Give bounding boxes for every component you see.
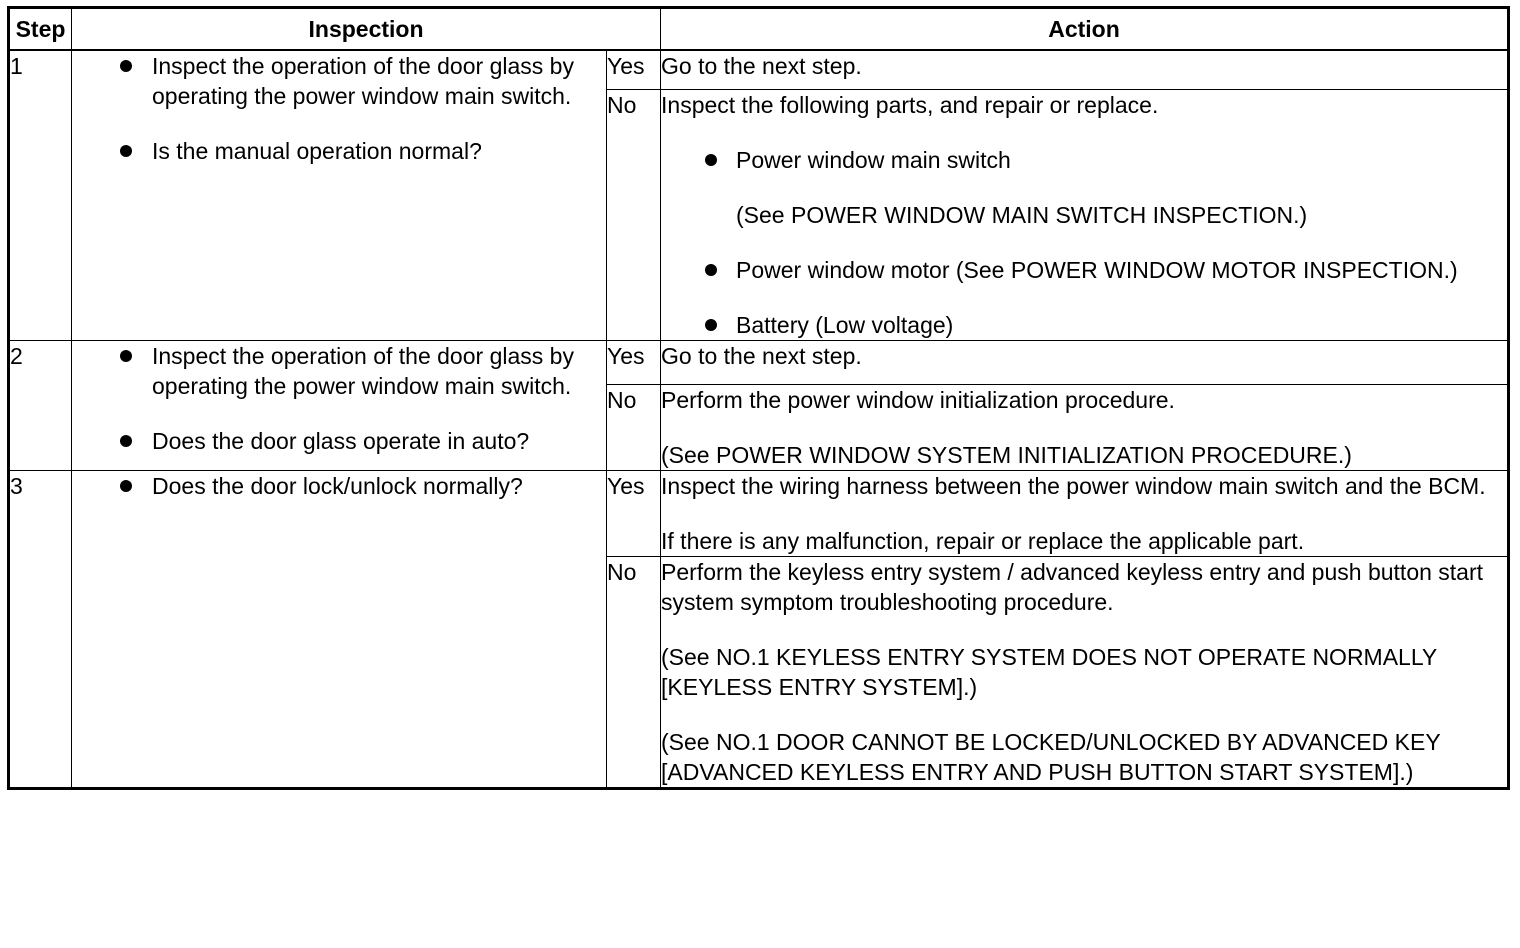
inspection-item: Does the door glass operate in auto?	[72, 426, 606, 456]
step-3-yes-row	[9, 471, 1509, 557]
step-number: 3	[9, 471, 72, 789]
bullet-icon	[705, 154, 717, 166]
no-label: No	[607, 385, 661, 471]
bullet-icon	[120, 60, 132, 72]
action-text: Inspect the following parts, and repair or replace.	[661, 92, 1159, 118]
yes-label: Yes	[607, 341, 661, 385]
inspection-item: Does the door lock/unlock normally?	[72, 471, 606, 501]
bullet-icon	[705, 264, 717, 276]
reference-text: (See NO.1 DOOR CANNOT BE LOCKED/UNLOCKED BY ADVANCED KEY [ADVANCED KEYLESS ENTRY AND PUSH BUTTON START SYSTEM].)	[661, 729, 1441, 785]
bullet-icon	[120, 350, 132, 362]
no-label: No	[607, 90, 661, 341]
step-2-inspection	[72, 341, 607, 471]
action-item: Power window motor (See POWER WINDOW MOTOR INSPECTION.)	[661, 255, 1508, 285]
step-3-inspection	[72, 471, 607, 789]
yes-action: Go to the next step.	[661, 341, 1509, 385]
step-number: 1	[9, 50, 72, 341]
inspection-item: Inspect the operation of the door glass by operating the power window main switch.	[72, 341, 606, 401]
yes-label: Yes	[607, 471, 661, 557]
inspection-header: Inspection	[72, 8, 661, 51]
yes-label: Yes	[607, 50, 661, 90]
step-2-yes-row	[9, 341, 1509, 385]
step-1-inspection	[72, 50, 607, 341]
action-text: Inspect the wiring harness between the power window main switch and the BCM.	[661, 473, 1486, 499]
bullet-icon	[120, 480, 132, 492]
bullet-icon	[120, 145, 132, 157]
troubleshooting-table	[7, 6, 1510, 790]
action-text: If there is any malfunction, repair or replace the applicable part.	[661, 528, 1305, 554]
no-action	[661, 90, 1509, 341]
action-header: Action	[661, 8, 1509, 51]
step-header: Step	[9, 8, 72, 51]
no-label: No	[607, 557, 661, 789]
action-item: Power window main switch	[661, 145, 1508, 175]
action-item: Battery (Low voltage)	[661, 310, 1508, 340]
bullet-icon	[120, 435, 132, 447]
header-row	[9, 8, 1509, 51]
bullet-icon	[705, 319, 717, 331]
inspection-item: Is the manual operation normal?	[72, 136, 606, 166]
action-text: Perform the power window initialization procedure.	[661, 387, 1175, 413]
yes-action	[661, 471, 1509, 557]
yes-action: Go to the next step.	[661, 50, 1509, 90]
no-action	[661, 557, 1509, 789]
step-1-yes-row	[9, 50, 1509, 90]
reference-text: (See POWER WINDOW SYSTEM INITIALIZATION PROCEDURE.)	[661, 442, 1352, 468]
step-number: 2	[9, 341, 72, 471]
reference-text: (See POWER WINDOW MAIN SWITCH INSPECTION.)	[736, 202, 1308, 228]
action-text: Perform the keyless entry system / advanced keyless entry and push button start system symptom troubleshooting procedure.	[661, 559, 1484, 615]
no-action	[661, 385, 1509, 471]
reference-text: (See NO.1 KEYLESS ENTRY SYSTEM DOES NOT OPERATE NORMALLY [KEYLESS ENTRY SYSTEM].)	[661, 644, 1437, 700]
inspection-item: Inspect the operation of the door glass by operating the power window main switch.	[72, 51, 606, 111]
